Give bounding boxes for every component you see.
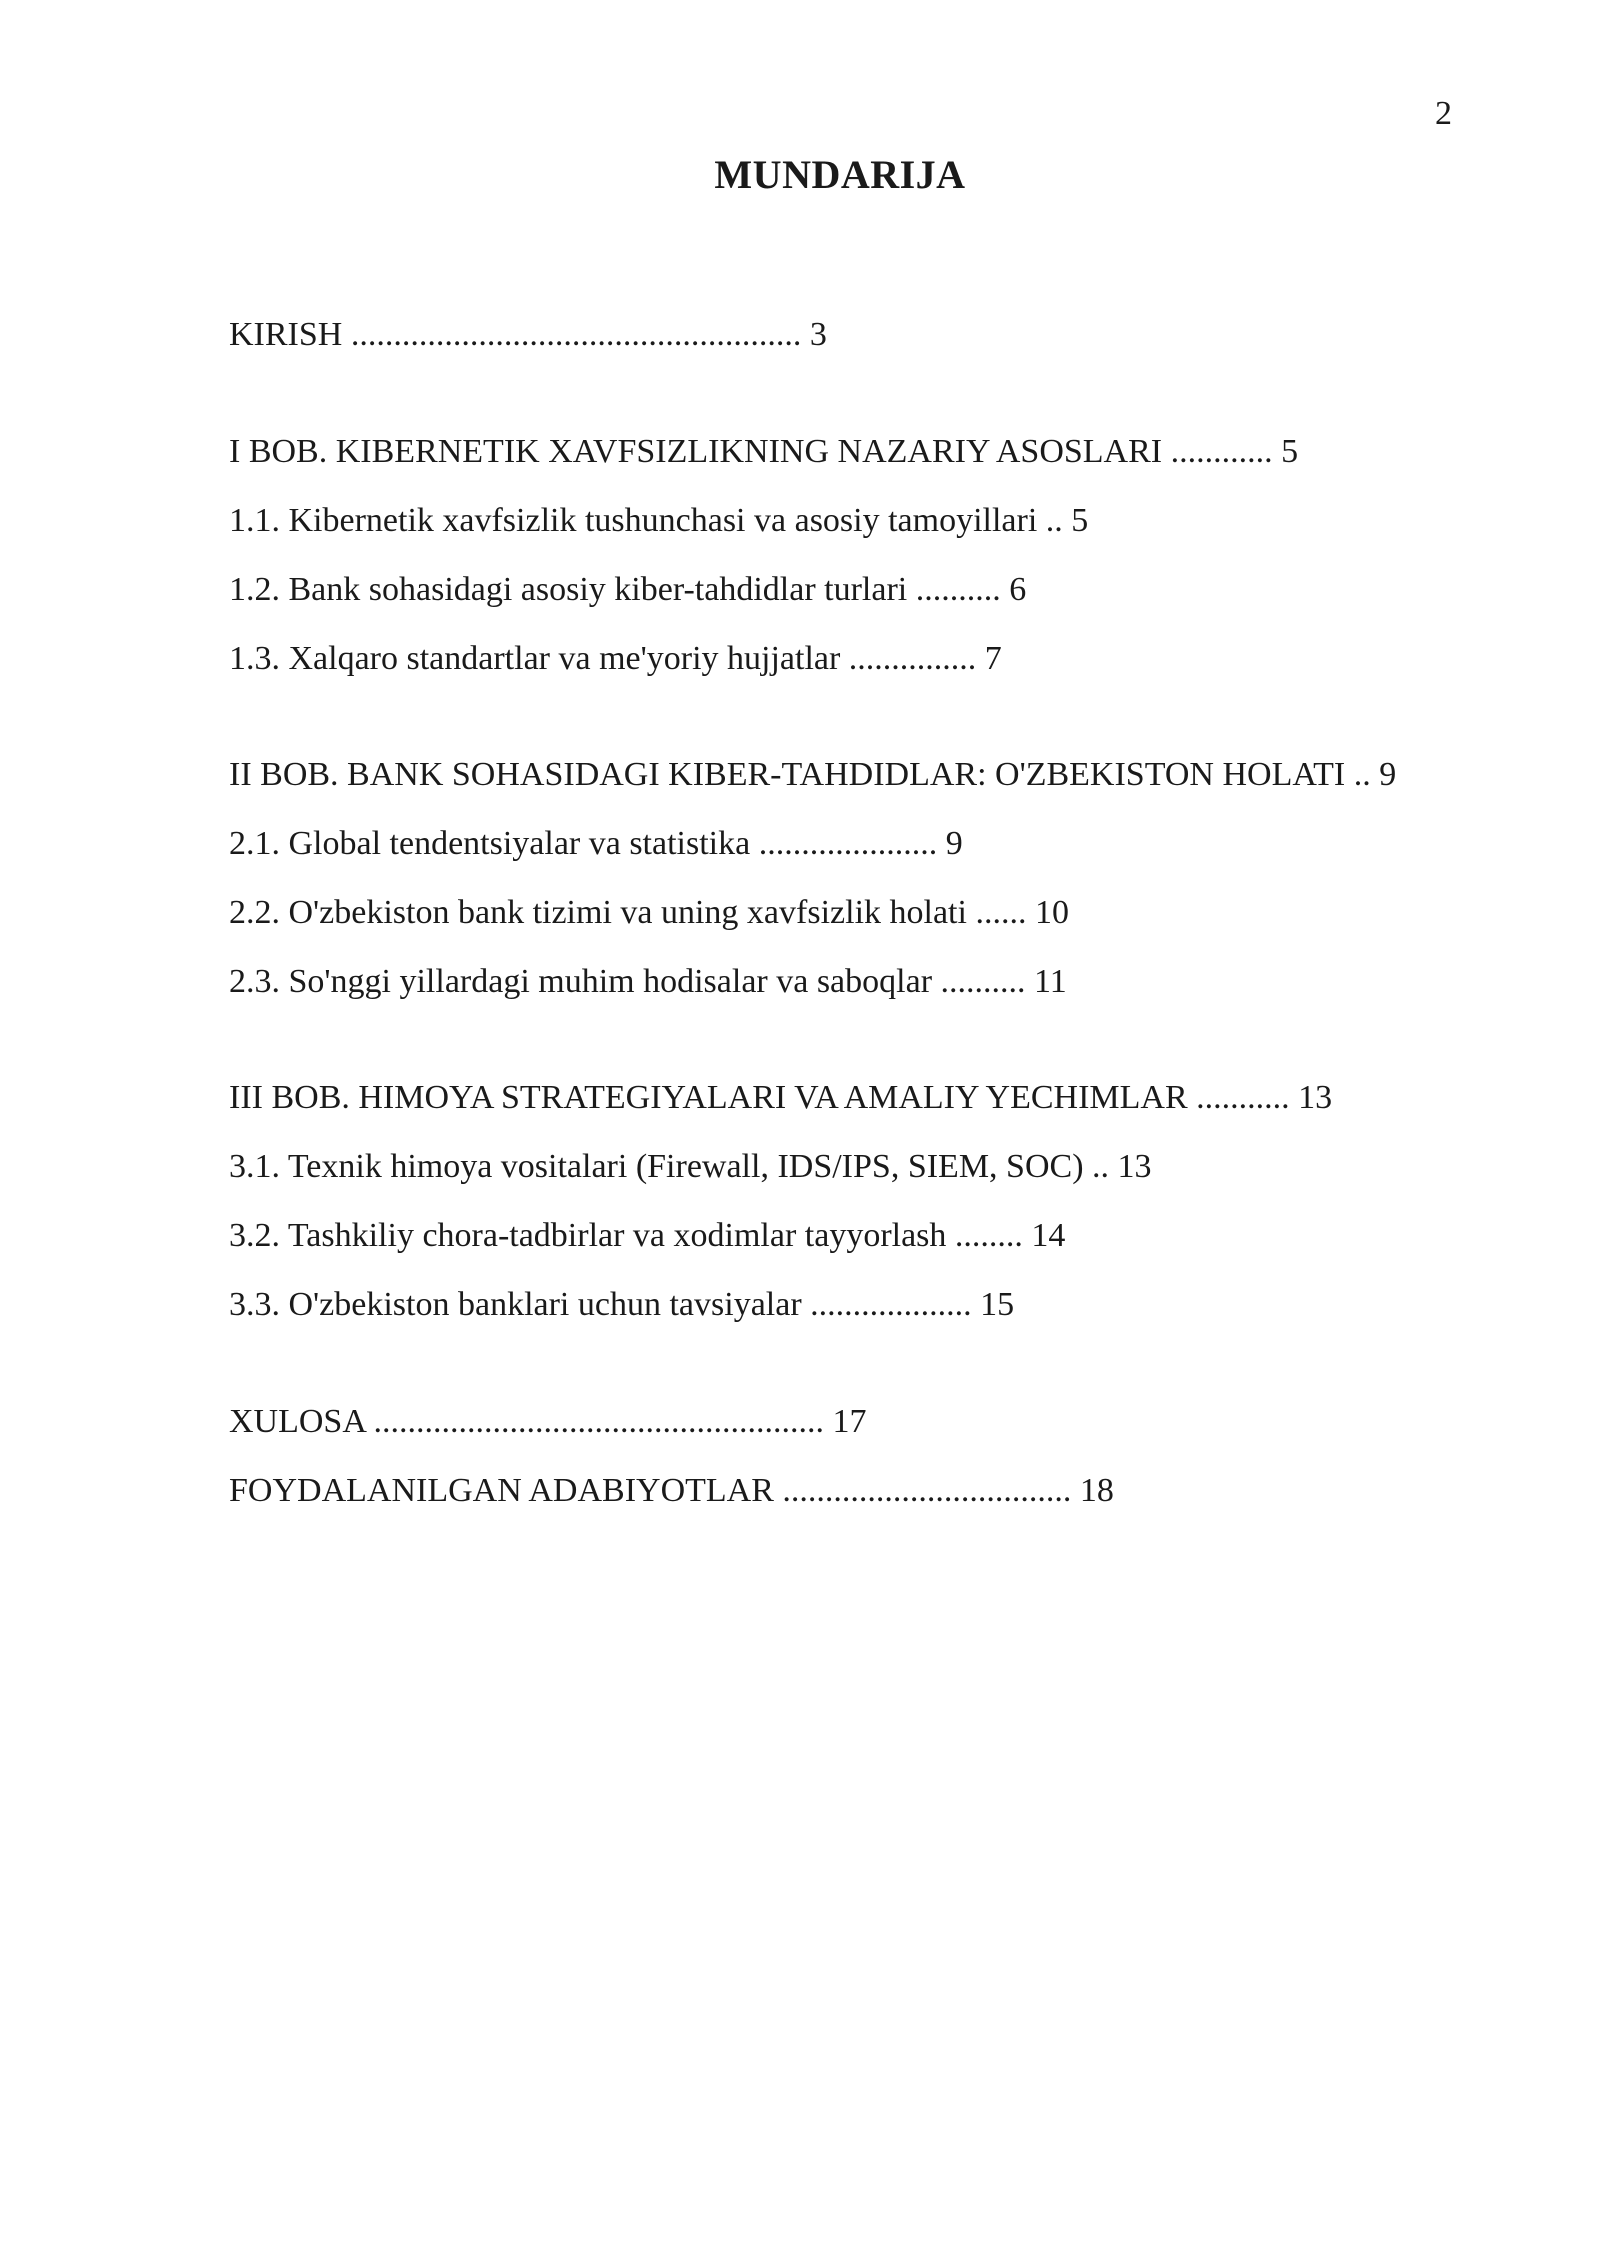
toc-section-3-2: 3.2. Tashkiliy chora-tadbirlar va xodimlar tayyorlash ........ 14 xyxy=(229,1217,1066,1254)
toc-section-1-1: 1.1. Kibernetik xavfsizlik tushunchasi va asosiy tamoyillari .. 5 xyxy=(229,502,1089,539)
page-title: MUNDARIJA xyxy=(714,152,966,197)
toc-section-3-3: 3.3. O'zbekiston banklari uchun tavsiyalar ................... 15 xyxy=(229,1286,1015,1323)
toc-section-1-2: 1.2. Bank sohasidagi asosiy kiber-tahdidlar turlari .......... 6 xyxy=(229,571,1027,608)
toc-chapter-3: III BOB. HIMOYA STRATEGIYALARI VA AMALIY YECHIMLAR ........... 13 xyxy=(229,1079,1333,1116)
toc-section-1-3: 1.3. Xalqaro standartlar va me'yoriy hujjatlar ............... 7 xyxy=(229,640,1002,677)
toc-section-2-2: 2.2. O'zbekiston bank tizimi va uning xavfsizlik holati ...... 10 xyxy=(229,894,1069,931)
toc-section-2-3: 2.3. So'nggi yillardagi muhim hodisalar va saboqlar .......... 11 xyxy=(229,963,1067,1000)
toc-chapter-1: I BOB. KIBERNETIK XAVFSIZLIKNING NAZARIY ASOSLARI ............ 5 xyxy=(229,433,1299,470)
page-number: 2 xyxy=(1435,95,1452,132)
toc-section-2-1: 2.1. Global tendentsiyalar va statistika ..................... 9 xyxy=(229,825,963,862)
toc-entry-adabiyotlar: FOYDALANILGAN ADABIYOTLAR .................................. 18 xyxy=(229,1472,1114,1509)
toc-chapter-2: II BOB. BANK SOHASIDAGI KIBER-TAHDIDLAR: O'ZBEKISTON HOLATI .. 9 xyxy=(229,756,1397,793)
toc-section-3-1: 3.1. Texnik himoya vositalari (Firewall, IDS/IPS, SIEM, SOC) .. 13 xyxy=(229,1148,1152,1185)
toc-entry-kirish: KIRISH ..................................................... 3 xyxy=(229,316,827,353)
toc-entry-xulosa: XULOSA ..................................................... 17 xyxy=(229,1403,867,1440)
